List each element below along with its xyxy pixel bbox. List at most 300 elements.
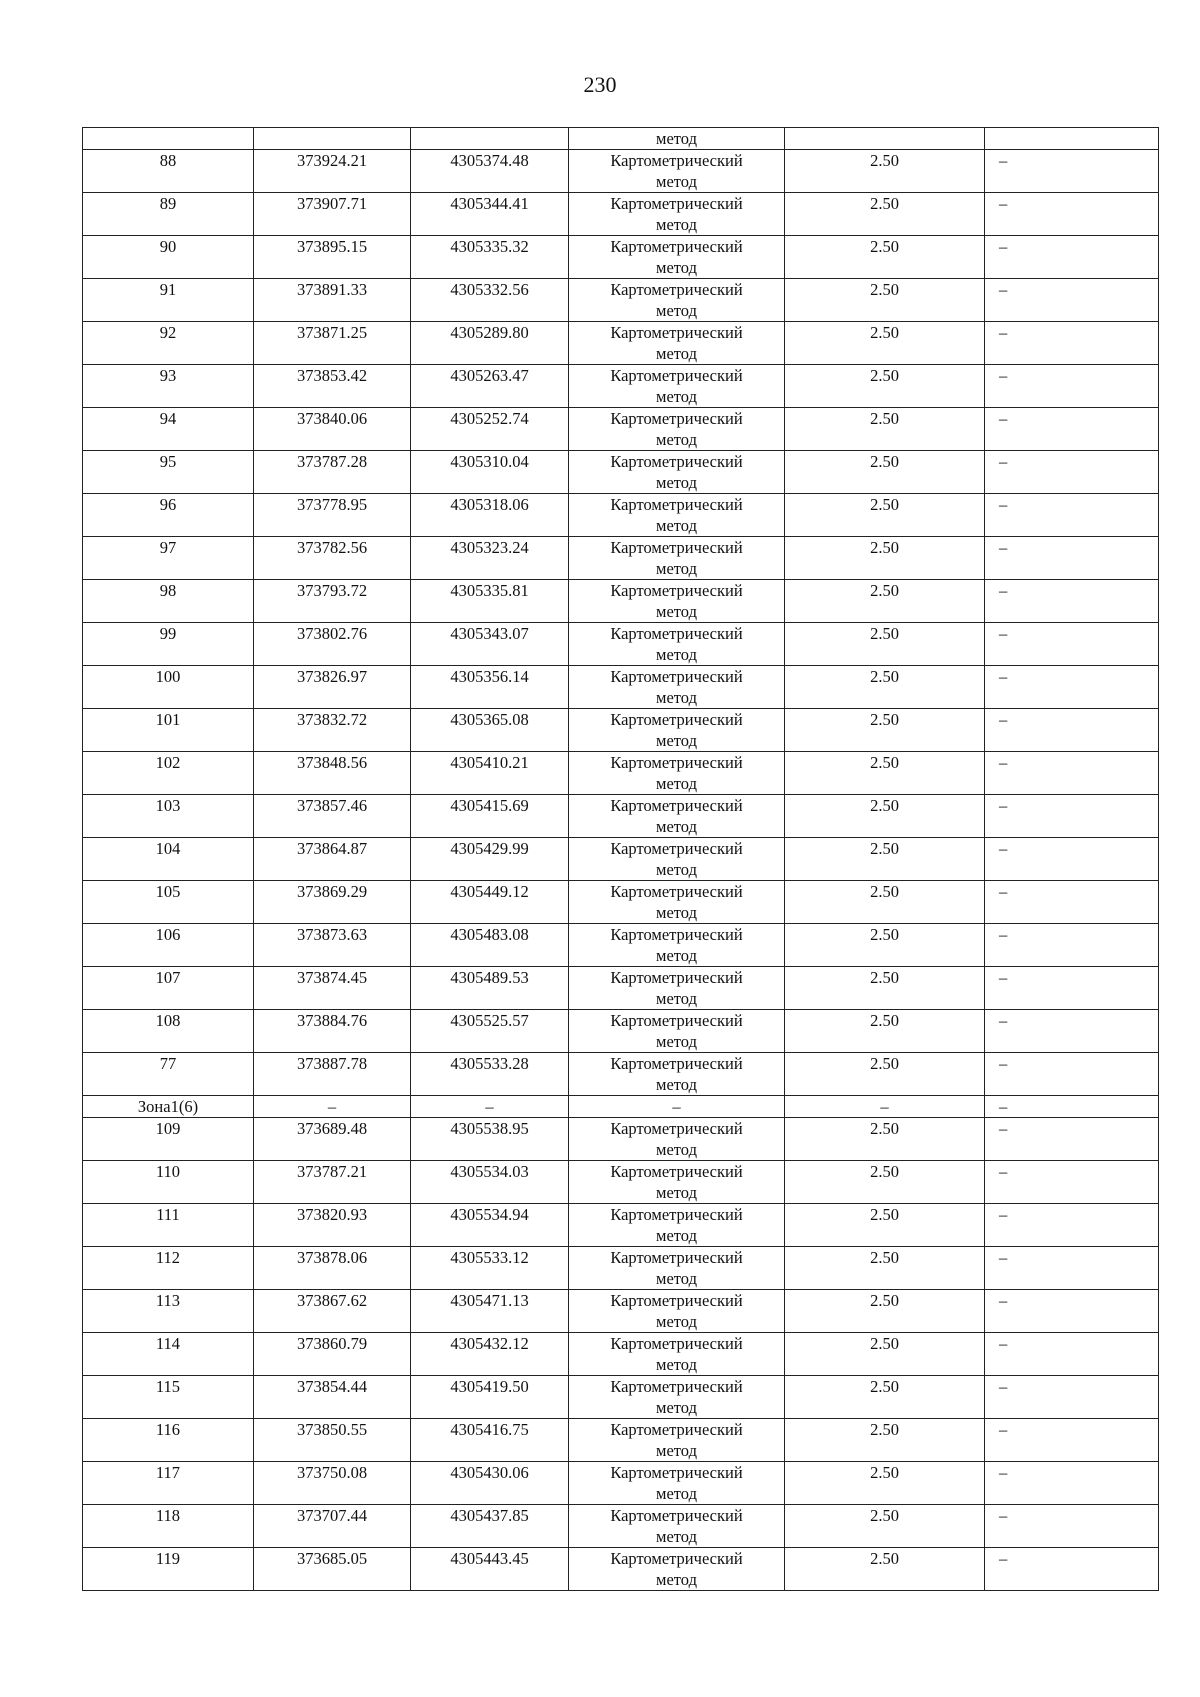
cell-accuracy: 2.50 [785, 1462, 985, 1505]
cell-note: – [985, 1505, 1159, 1548]
table-row [83, 1010, 1159, 1053]
method-line-2: метод [656, 1441, 697, 1460]
cell-method [569, 666, 785, 709]
method-line-2: метод [656, 344, 697, 363]
table-row [83, 580, 1159, 623]
cell-number: 108 [83, 1010, 254, 1053]
cell-accuracy: 2.50 [785, 451, 985, 494]
table-row [83, 1290, 1159, 1333]
cell-number: 116 [83, 1419, 254, 1462]
method-line-2: метод [656, 946, 697, 965]
cell-number: 101 [83, 709, 254, 752]
method-line-1: Картометрический [610, 1162, 743, 1181]
cell-accuracy: 2.50 [785, 494, 985, 537]
method-line-1: Картометрический [610, 839, 743, 858]
cell-note: – [985, 1247, 1159, 1290]
cell-x [254, 128, 411, 150]
cell-y: 4305318.06 [411, 494, 569, 537]
method-line-1: Картометрический [610, 1463, 743, 1482]
method-line-2: метод [656, 817, 697, 836]
method-line-2: метод [656, 1032, 697, 1051]
table-row [83, 1333, 1159, 1376]
cell-y: 4305533.12 [411, 1247, 569, 1290]
cell-x: 373787.21 [254, 1161, 411, 1204]
method-line-2: метод [656, 602, 697, 621]
cell-x: 373689.48 [254, 1118, 411, 1161]
cell-accuracy: 2.50 [785, 580, 985, 623]
cell-y: 4305323.24 [411, 537, 569, 580]
cell-x: 373924.21 [254, 150, 411, 193]
cell-number: 105 [83, 881, 254, 924]
table-row [83, 1376, 1159, 1419]
cell-number [83, 128, 254, 150]
cell-accuracy: 2.50 [785, 709, 985, 752]
table-row [83, 623, 1159, 666]
cell-number: 104 [83, 838, 254, 881]
table-row [83, 1118, 1159, 1161]
method-line-1: Картометрический [610, 409, 743, 428]
method-line-2: метод [656, 903, 697, 922]
cell-number: 92 [83, 322, 254, 365]
cell-x: 373867.62 [254, 1290, 411, 1333]
cell-accuracy: 2.50 [785, 1010, 985, 1053]
cell-note: – [985, 236, 1159, 279]
cell-note: – [985, 1548, 1159, 1591]
cell-number: 112 [83, 1247, 254, 1290]
cell-method: – [569, 1096, 785, 1118]
table-row [83, 1419, 1159, 1462]
method-line-2: метод [656, 774, 697, 793]
cell-accuracy: 2.50 [785, 1161, 985, 1204]
cell-x: 373869.29 [254, 881, 411, 924]
method-line-1: Картометрический [610, 495, 743, 514]
cell-number: 117 [83, 1462, 254, 1505]
cell-method [569, 322, 785, 365]
cell-accuracy: 2.50 [785, 967, 985, 1010]
method-line-1: Картометрический [610, 1420, 743, 1439]
method-line-1: Картометрический [610, 1011, 743, 1030]
cell-y: 4305335.81 [411, 580, 569, 623]
cell-method [569, 1548, 785, 1591]
method-line-1: Картометрический [610, 1377, 743, 1396]
cell-note: – [985, 623, 1159, 666]
cell-method [569, 1290, 785, 1333]
cell-x: 373848.56 [254, 752, 411, 795]
page-number: 230 [583, 72, 617, 97]
cell-y: 4305534.03 [411, 1161, 569, 1204]
cell-number: 95 [83, 451, 254, 494]
cell-number: 118 [83, 1505, 254, 1548]
cell-note: – [985, 1333, 1159, 1376]
table-row [83, 666, 1159, 709]
cell-note: – [985, 494, 1159, 537]
cell-x: 373832.72 [254, 709, 411, 752]
cell-y: 4305449.12 [411, 881, 569, 924]
method-line-2: метод [656, 731, 697, 750]
cell-method [569, 1053, 785, 1096]
method-line-2: метод [656, 215, 697, 234]
cell-note: – [985, 451, 1159, 494]
cell-y: 4305534.94 [411, 1204, 569, 1247]
cell-y: 4305332.56 [411, 279, 569, 322]
zone-row [83, 1096, 1159, 1118]
cell-x: 373891.33 [254, 279, 411, 322]
method-line-2: метод [656, 258, 697, 277]
cell-note: – [985, 838, 1159, 881]
cell-method [569, 580, 785, 623]
table-row [83, 451, 1159, 494]
cell-y: 4305432.12 [411, 1333, 569, 1376]
cell-x: 373793.72 [254, 580, 411, 623]
method-line-2: метод [656, 1484, 697, 1503]
cell-note: – [985, 1290, 1159, 1333]
cell-accuracy: 2.50 [785, 1505, 985, 1548]
table-row [83, 408, 1159, 451]
cell-x: 373878.06 [254, 1247, 411, 1290]
cell-method [569, 881, 785, 924]
method-line-2: метод [656, 516, 697, 535]
cell-method [569, 236, 785, 279]
cell-number: 111 [83, 1204, 254, 1247]
method-line-1: Картометрический [610, 452, 743, 471]
table-row [83, 1462, 1159, 1505]
cell-number: 110 [83, 1161, 254, 1204]
cell-y: 4305489.53 [411, 967, 569, 1010]
method-line-1: Картометрический [610, 1506, 743, 1525]
cell-note: – [985, 408, 1159, 451]
cell-y: 4305538.95 [411, 1118, 569, 1161]
cell-method [569, 623, 785, 666]
method-line-2: метод [656, 989, 697, 1008]
cell-method [569, 408, 785, 451]
table-row [83, 752, 1159, 795]
cell-y: 4305289.80 [411, 322, 569, 365]
cell-y: 4305252.74 [411, 408, 569, 451]
cell-accuracy: 2.50 [785, 537, 985, 580]
method-line-1: Картометрический [610, 1549, 743, 1568]
coordinates-table [82, 127, 1159, 1591]
table-row [83, 881, 1159, 924]
method-line-1: Картометрический [610, 280, 743, 299]
table-row [83, 1204, 1159, 1247]
table-row [83, 1247, 1159, 1290]
method-line-1: Картометрический [610, 882, 743, 901]
cell-x: 373864.87 [254, 838, 411, 881]
cell-x: 373750.08 [254, 1462, 411, 1505]
cell-method [569, 924, 785, 967]
method-line-1: Картометрический [610, 796, 743, 815]
method-line-1: Картометрический [610, 194, 743, 213]
table-row [83, 924, 1159, 967]
cell-number: 109 [83, 1118, 254, 1161]
cell-x: 373850.55 [254, 1419, 411, 1462]
cell-number: 89 [83, 193, 254, 236]
cell-method [569, 451, 785, 494]
method-line-1: Картометрический [610, 1248, 743, 1267]
cell-x: 373782.56 [254, 537, 411, 580]
zone-label: Зона1(6) [83, 1096, 254, 1118]
cell-number: 77 [83, 1053, 254, 1096]
cell-accuracy: 2.50 [785, 924, 985, 967]
cell-number: 113 [83, 1290, 254, 1333]
method-line-1: Картометрический [610, 753, 743, 772]
cell-accuracy: 2.50 [785, 752, 985, 795]
method-line-1: Картометрический [610, 1291, 743, 1310]
method-line-2: метод [656, 1269, 697, 1288]
cell-y: 4305344.41 [411, 193, 569, 236]
cell-y: 4305430.06 [411, 1462, 569, 1505]
cell-number: 91 [83, 279, 254, 322]
method-line-1: Картометрический [610, 968, 743, 987]
continuation-row [83, 128, 1159, 150]
cell-y: 4305415.69 [411, 795, 569, 838]
cell-accuracy: 2.50 [785, 1053, 985, 1096]
cell-accuracy: 2.50 [785, 1118, 985, 1161]
cell-accuracy: 2.50 [785, 1419, 985, 1462]
cell-accuracy: 2.50 [785, 623, 985, 666]
cell-method [569, 1118, 785, 1161]
method-line-1: Картометрический [610, 710, 743, 729]
cell-note: – [985, 752, 1159, 795]
method-line-2: метод [656, 1075, 697, 1094]
method-line-2: метод [656, 172, 697, 191]
cell-note: – [985, 1419, 1159, 1462]
cell-method [569, 1010, 785, 1053]
cell-number: 115 [83, 1376, 254, 1419]
table-row [83, 322, 1159, 365]
cell-method [569, 1462, 785, 1505]
cell-number: 100 [83, 666, 254, 709]
cell-note: – [985, 795, 1159, 838]
cell-number: 93 [83, 365, 254, 408]
cell-x: 373802.76 [254, 623, 411, 666]
table-row [83, 150, 1159, 193]
cell-method [569, 1376, 785, 1419]
cell-y: 4305443.45 [411, 1548, 569, 1591]
cell-accuracy: 2.50 [785, 279, 985, 322]
cell-y: 4305263.47 [411, 365, 569, 408]
table-row [83, 1548, 1159, 1591]
method-line-2: метод [656, 301, 697, 320]
cell-method [569, 967, 785, 1010]
method-line-2: метод [656, 559, 697, 578]
cell-method [569, 795, 785, 838]
cell-y: 4305356.14 [411, 666, 569, 709]
cell-method [569, 709, 785, 752]
method-line-1: Картометрический [610, 925, 743, 944]
cell-y: 4305365.08 [411, 709, 569, 752]
cell-y: – [411, 1096, 569, 1118]
cell-note: – [985, 967, 1159, 1010]
cell-x: 373853.42 [254, 365, 411, 408]
cell-note: – [985, 279, 1159, 322]
method-line-2: метод [656, 1527, 697, 1546]
table-row [83, 1505, 1159, 1548]
cell-number: 96 [83, 494, 254, 537]
cell-x: 373826.97 [254, 666, 411, 709]
cell-accuracy: – [785, 1096, 985, 1118]
cell-number: 99 [83, 623, 254, 666]
cell-note: – [985, 1118, 1159, 1161]
method-line-1: Картометрический [610, 1205, 743, 1224]
cell-x: 373907.71 [254, 193, 411, 236]
cell-accuracy: 2.50 [785, 150, 985, 193]
cell-y: 4305429.99 [411, 838, 569, 881]
cell-number: 90 [83, 236, 254, 279]
method-line-2: метод [656, 430, 697, 449]
cell-x: 373871.25 [254, 322, 411, 365]
cell-accuracy [785, 128, 985, 150]
cell-y: 4305437.85 [411, 1505, 569, 1548]
cell-y: 4305310.04 [411, 451, 569, 494]
cell-note: – [985, 1053, 1159, 1096]
cell-note: – [985, 1010, 1159, 1053]
cell-number: 88 [83, 150, 254, 193]
method-line-2: метод [656, 688, 697, 707]
cell-x: 373707.44 [254, 1505, 411, 1548]
table-row [83, 709, 1159, 752]
method-line-2: метод [656, 645, 697, 664]
cell-x: 373840.06 [254, 408, 411, 451]
cell-accuracy: 2.50 [785, 1247, 985, 1290]
method-line-1: Картометрический [610, 151, 743, 170]
cell-x: 373874.45 [254, 967, 411, 1010]
cell-x: 373787.28 [254, 451, 411, 494]
cell-accuracy: 2.50 [785, 193, 985, 236]
method-line-1: Картометрический [610, 237, 743, 256]
cell-number: 114 [83, 1333, 254, 1376]
cell-x: 373778.95 [254, 494, 411, 537]
cell-x: 373820.93 [254, 1204, 411, 1247]
cell-number: 107 [83, 967, 254, 1010]
cell-accuracy: 2.50 [785, 1548, 985, 1591]
method-line-1: Картометрический [610, 581, 743, 600]
table-row [83, 838, 1159, 881]
cell-accuracy: 2.50 [785, 1290, 985, 1333]
cell-note: – [985, 537, 1159, 580]
cell-note: – [985, 1462, 1159, 1505]
cell-note: – [985, 881, 1159, 924]
table-row [83, 967, 1159, 1010]
cell-note: – [985, 1376, 1159, 1419]
cell-method [569, 838, 785, 881]
cell-number: 102 [83, 752, 254, 795]
cell-x: 373685.05 [254, 1548, 411, 1591]
table-row [83, 1161, 1159, 1204]
cell-x: 373854.44 [254, 1376, 411, 1419]
method-line-2: метод [656, 1355, 697, 1374]
cell-x: 373860.79 [254, 1333, 411, 1376]
cell-x: 373857.46 [254, 795, 411, 838]
cell-number: 106 [83, 924, 254, 967]
method-line-2: метод [656, 1226, 697, 1245]
method-line-1: Картометрический [610, 624, 743, 643]
cell-note: – [985, 709, 1159, 752]
cell-accuracy: 2.50 [785, 408, 985, 451]
cell-y: 4305416.75 [411, 1419, 569, 1462]
cell-number: 94 [83, 408, 254, 451]
table-row [83, 236, 1159, 279]
cell-x: – [254, 1096, 411, 1118]
cell-method [569, 1204, 785, 1247]
cell-note: – [985, 666, 1159, 709]
method-line-1: Картометрический [610, 667, 743, 686]
cell-method [569, 365, 785, 408]
cell-accuracy: 2.50 [785, 1376, 985, 1419]
cell-note [985, 128, 1159, 150]
cell-method: метод [569, 128, 785, 150]
cell-method [569, 1333, 785, 1376]
cell-method [569, 1247, 785, 1290]
method-line-2: метод [656, 860, 697, 879]
cell-accuracy: 2.50 [785, 881, 985, 924]
method-line-1: Картометрический [610, 538, 743, 557]
cell-note: – [985, 322, 1159, 365]
cell-note: – [985, 150, 1159, 193]
cell-y: 4305471.13 [411, 1290, 569, 1333]
method-line-1: Картометрический [610, 366, 743, 385]
cell-method [569, 279, 785, 322]
cell-y: 4305525.57 [411, 1010, 569, 1053]
table-body [83, 128, 1159, 1591]
cell-y: 4305410.21 [411, 752, 569, 795]
cell-method [569, 752, 785, 795]
cell-x: 373873.63 [254, 924, 411, 967]
cell-number: 119 [83, 1548, 254, 1591]
method-line-2: метод [656, 473, 697, 492]
cell-note: – [985, 193, 1159, 236]
method-line-2: метод [656, 1183, 697, 1202]
cell-x: 373887.78 [254, 1053, 411, 1096]
cell-y: 4305533.28 [411, 1053, 569, 1096]
cell-y: 4305419.50 [411, 1376, 569, 1419]
method-line-2: метод [656, 1140, 697, 1159]
cell-note: – [985, 924, 1159, 967]
cell-number: 98 [83, 580, 254, 623]
method-line-2: метод [656, 1312, 697, 1331]
method-line-1: Картометрический [610, 1054, 743, 1073]
cell-number: 103 [83, 795, 254, 838]
table-row [83, 537, 1159, 580]
table-row [83, 279, 1159, 322]
cell-x: 373884.76 [254, 1010, 411, 1053]
cell-method [569, 1505, 785, 1548]
table-row [83, 193, 1159, 236]
method-line-1: Картометрический [610, 323, 743, 342]
cell-accuracy: 2.50 [785, 666, 985, 709]
cell-method [569, 1161, 785, 1204]
cell-note: – [985, 365, 1159, 408]
cell-accuracy: 2.50 [785, 236, 985, 279]
cell-note: – [985, 580, 1159, 623]
cell-accuracy: 2.50 [785, 365, 985, 408]
cell-y: 4305343.07 [411, 623, 569, 666]
cell-y: 4305335.32 [411, 236, 569, 279]
cell-accuracy: 2.50 [785, 795, 985, 838]
table-row [83, 494, 1159, 537]
cell-method [569, 150, 785, 193]
cell-accuracy: 2.50 [785, 838, 985, 881]
cell-note: – [985, 1096, 1159, 1118]
cell-method [569, 494, 785, 537]
table-row [83, 795, 1159, 838]
method-line-2: метод [656, 1398, 697, 1417]
cell-accuracy: 2.50 [785, 322, 985, 365]
cell-method [569, 1419, 785, 1462]
cell-y [411, 128, 569, 150]
cell-y: 4305483.08 [411, 924, 569, 967]
cell-accuracy: 2.50 [785, 1204, 985, 1247]
